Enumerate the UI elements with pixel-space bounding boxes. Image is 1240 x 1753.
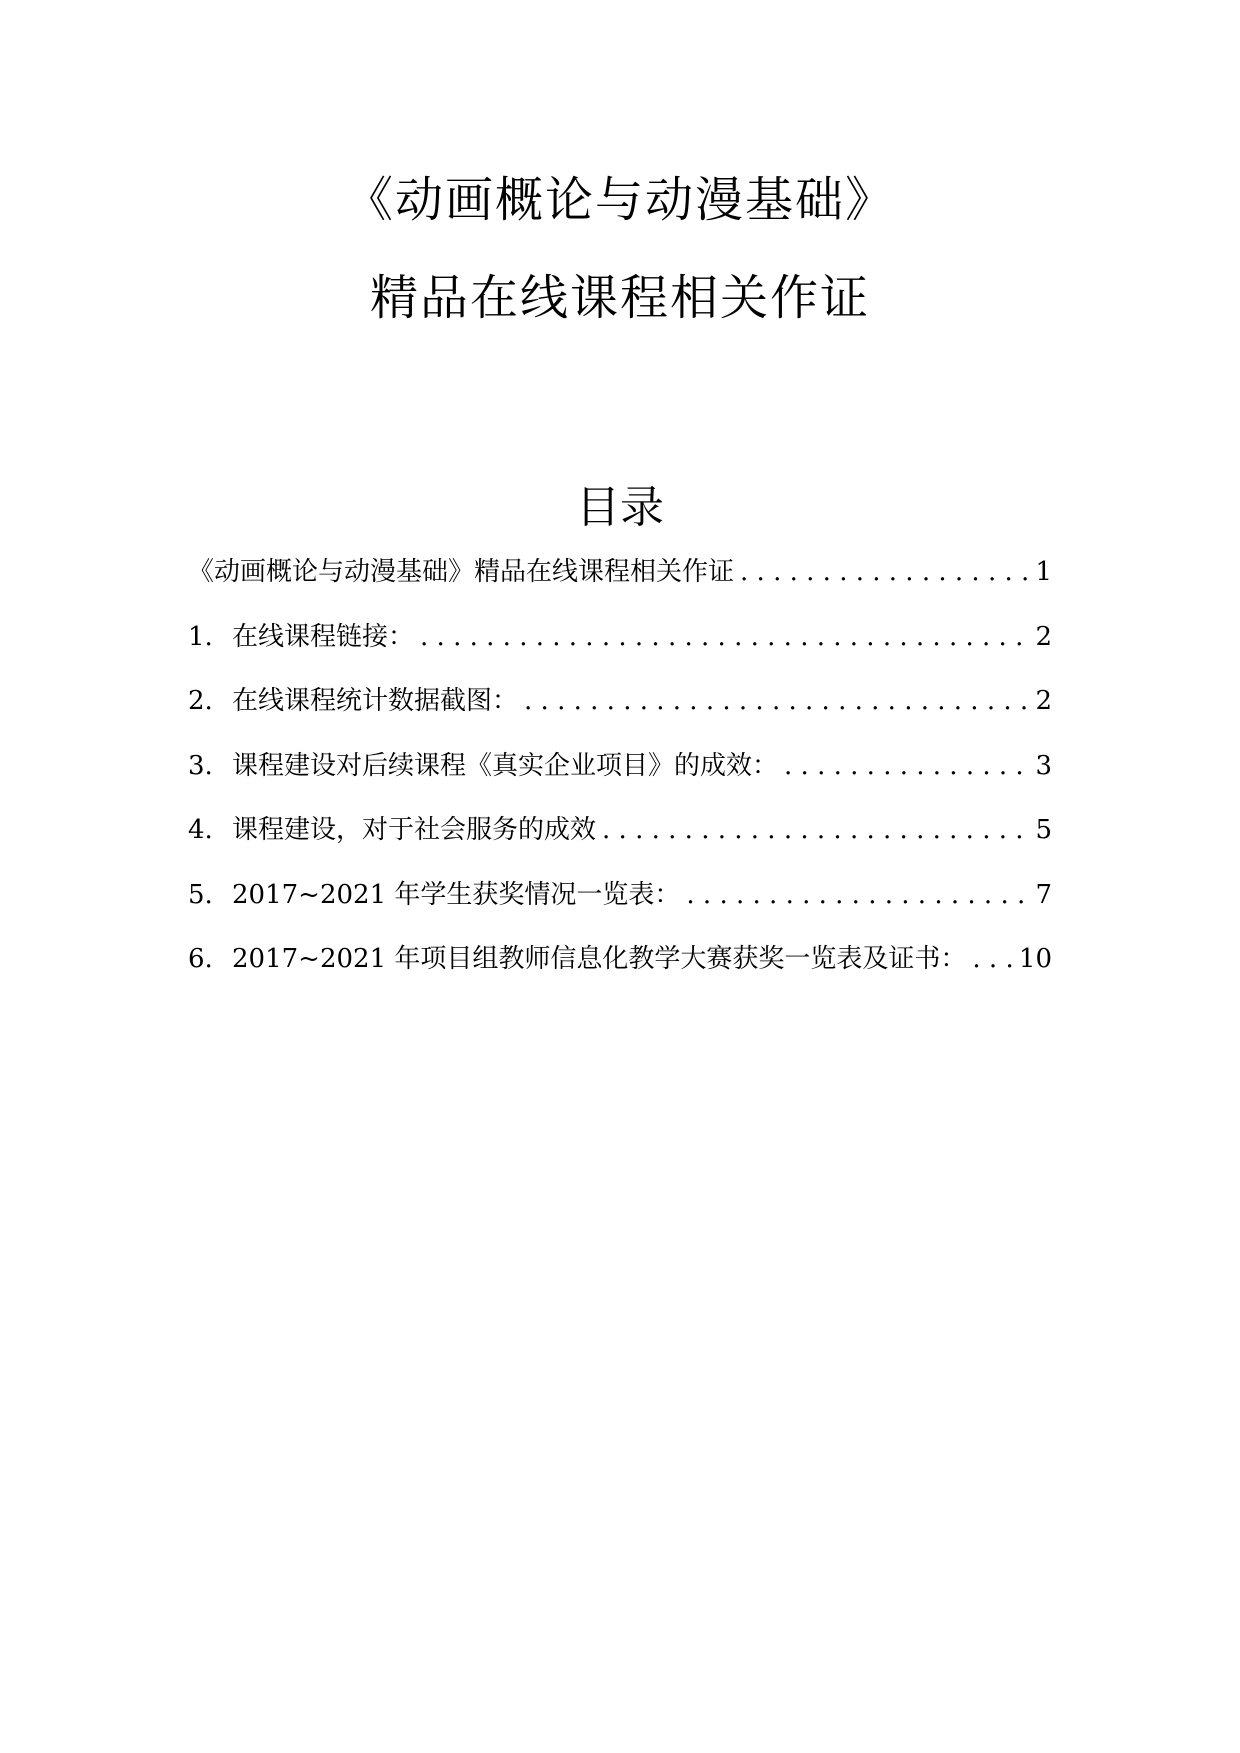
toc-entry-number: 5. <box>188 879 213 910</box>
toc-entry-page: 2 <box>1035 686 1052 716</box>
toc-entry-page: 2 <box>1035 621 1052 652</box>
toc-entry-text: 在线课程统计数据截图： <box>232 686 519 716</box>
toc-leader-dots <box>602 810 1029 850</box>
toc-entry[interactable] <box>188 939 1052 1004</box>
toc-entry[interactable] <box>188 617 1052 682</box>
document-title <box>0 170 1240 328</box>
toc-entry-number: 3. <box>188 750 213 781</box>
toc-entry-number: 6. <box>188 944 213 974</box>
toc-entry-page: 10 <box>1018 944 1052 974</box>
title-line-2: 精品在线课程相关作证 <box>369 270 870 326</box>
toc-entry-text: 2017~2021 年学生获奖情况一览表： <box>232 879 681 910</box>
toc-entry[interactable] <box>188 681 1052 746</box>
toc-entry-text: 在线课程链接： <box>232 621 415 652</box>
toc-leader-dots <box>784 746 1029 786</box>
toc-entry[interactable] <box>188 552 1052 617</box>
toc-leader-dots <box>740 552 1029 592</box>
toc-entry-text: 课程建设，对于社会服务的成效 <box>232 815 597 845</box>
toc-entry-page: 1 <box>1035 557 1052 587</box>
toc-entry-page: 3 <box>1035 750 1052 781</box>
toc-entry[interactable] <box>188 875 1052 940</box>
toc-entry-text: 课程建设对后续课程《真实企业项目》的成效： <box>232 750 779 781</box>
toc-leader-dots <box>420 617 1029 657</box>
title-line-1: 《动画概论与动漫基础》 <box>344 172 895 228</box>
toc-entry[interactable] <box>188 810 1052 875</box>
toc-entry-text: 《动画概论与动漫基础》精品在线课程相关作证 <box>188 557 735 587</box>
toc-entry-text: 2017~2021 年项目组教师信息化教学大赛获奖一览表及证书： <box>232 944 967 974</box>
toc-entry-page: 5 <box>1035 815 1052 845</box>
toc-entry-number: 1. <box>188 621 213 652</box>
toc-leader-dots <box>524 681 1029 721</box>
toc-entry-number: 4. <box>188 815 213 845</box>
toc-leader-dots <box>686 875 1029 915</box>
toc-entry-number: 2. <box>188 686 213 716</box>
toc-heading: 目录 <box>576 482 664 533</box>
table-of-contents <box>188 552 1052 1004</box>
toc-entry-page: 7 <box>1035 879 1052 910</box>
toc-entry[interactable] <box>188 746 1052 811</box>
toc-leader-dots <box>972 939 1013 979</box>
